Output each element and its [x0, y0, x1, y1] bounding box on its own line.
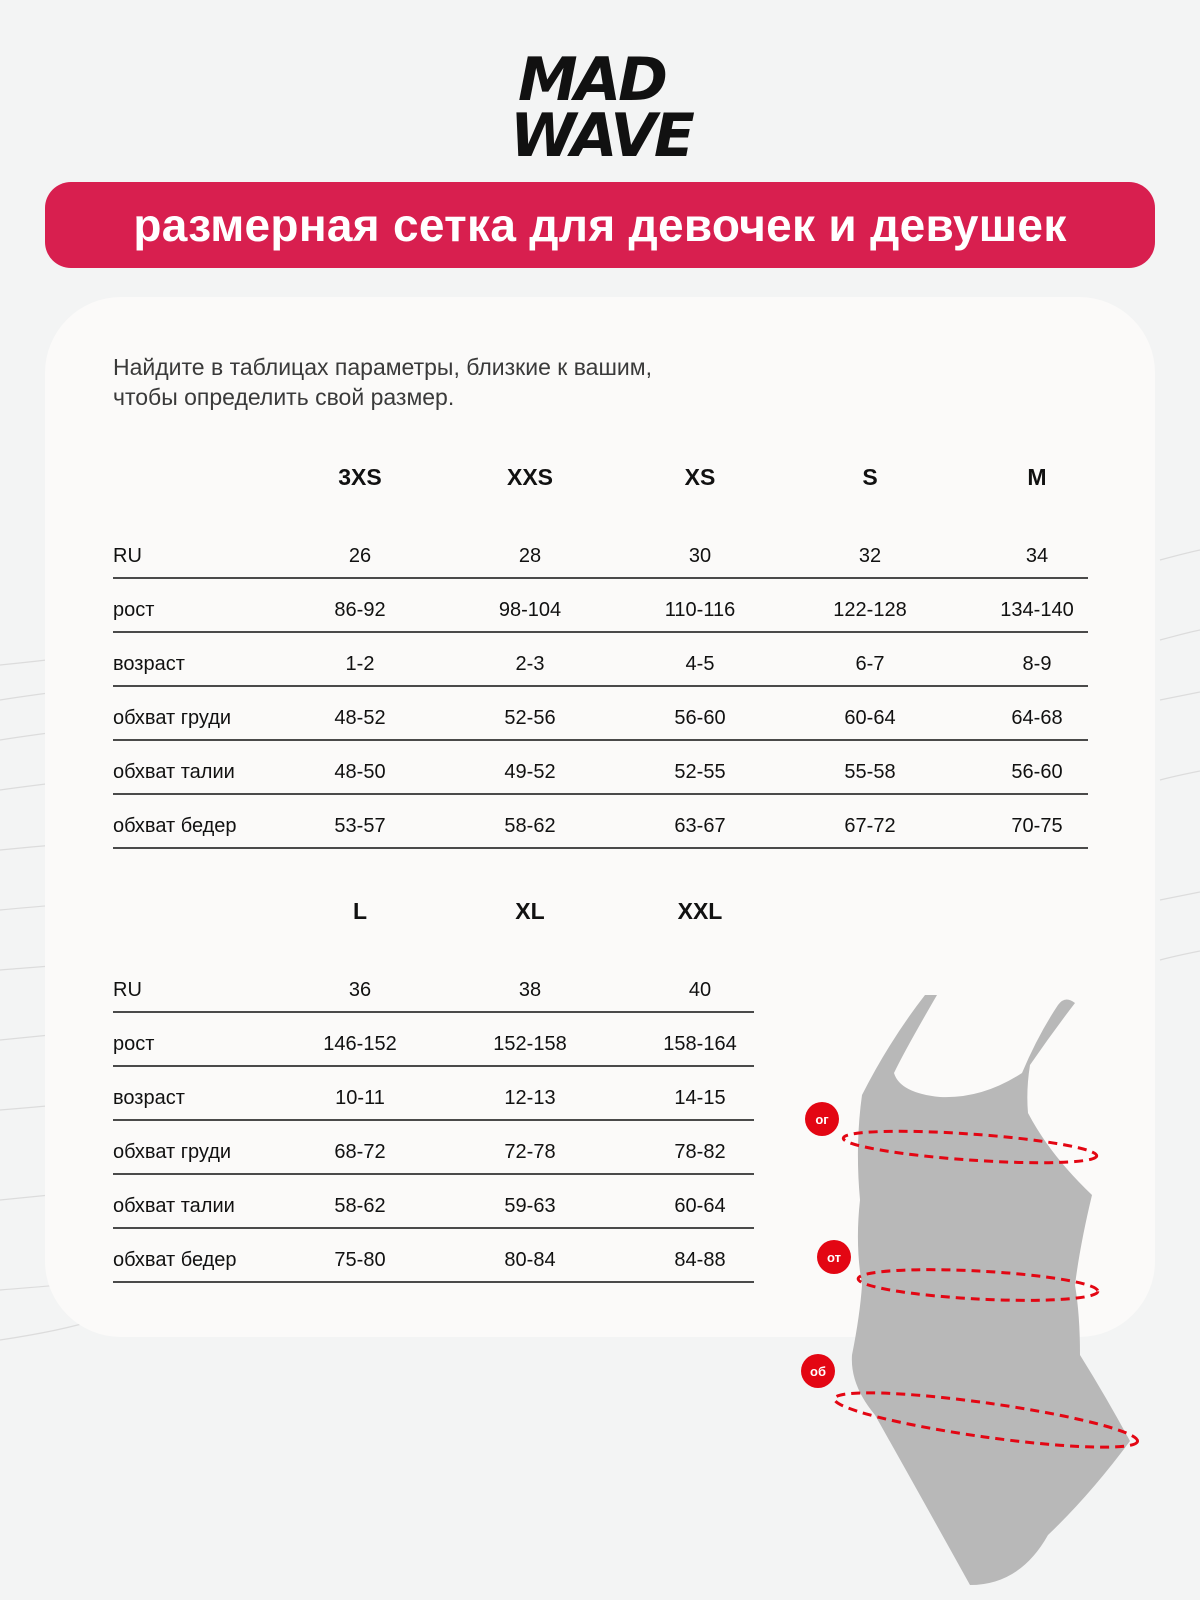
table-cell: 75-80 — [334, 1249, 386, 1271]
table-row — [113, 685, 1088, 741]
swimsuit-measurement-figure — [790, 995, 1170, 1585]
table-cell: 84-88 — [674, 1249, 726, 1271]
table-cell: 122-128 — [833, 599, 907, 621]
table-cell: 60-64 — [844, 707, 896, 729]
waist-badge-label: от — [827, 1250, 841, 1265]
table-cell: 56-60 — [674, 707, 726, 729]
table-cell: 14-15 — [674, 1087, 726, 1109]
table-cell: 10-11 — [335, 1087, 385, 1109]
table-cell: 4-5 — [685, 653, 715, 675]
table-cell: 72-78 — [504, 1141, 556, 1163]
table-cell: 80-84 — [504, 1249, 556, 1271]
table-cell: 38 — [518, 979, 542, 1001]
hip-badge-label: об — [810, 1364, 826, 1379]
row-label: рост — [113, 599, 155, 621]
table-cell: 78-82 — [674, 1141, 726, 1163]
table-cell: 2-3 — [515, 653, 545, 675]
table-cell: 53-57 — [334, 815, 386, 837]
row-label: обхват талии — [113, 761, 235, 783]
table-row — [113, 523, 1088, 579]
table-row — [113, 1011, 754, 1067]
table-cell: 110-116 — [664, 599, 736, 621]
table-cell: 49-52 — [504, 761, 556, 783]
table-cell: 48-50 — [334, 761, 386, 783]
row-label: обхват бедер — [113, 815, 237, 837]
table-cell: 64-68 — [1011, 707, 1063, 729]
table-cell: 58-62 — [334, 1195, 386, 1217]
table-cell: 86-92 — [334, 599, 386, 621]
title-banner — [45, 182, 1155, 268]
table-cell: 146-152 — [323, 1033, 397, 1055]
size-header: XXS — [506, 464, 554, 490]
table-cell: 26 — [348, 545, 372, 567]
row-label: обхват груди — [113, 707, 232, 729]
table-cell: 158-164 — [663, 1033, 737, 1055]
chest-badge — [805, 1102, 839, 1136]
row-label: обхват талии — [113, 1195, 235, 1217]
table-cell: 52-55 — [674, 761, 726, 783]
table-cell: 6-7 — [855, 653, 885, 675]
table-cell: 98-104 — [498, 599, 562, 621]
table-cell: 56-60 — [1011, 761, 1063, 783]
table-cell: 63-67 — [674, 815, 726, 837]
table-row — [113, 793, 1088, 849]
table-cell: 60-64 — [674, 1195, 726, 1217]
table-row — [113, 957, 754, 1013]
table-cell: 40 — [688, 979, 712, 1001]
logo-line-1: MAD — [518, 45, 665, 115]
size-header: 3XS — [338, 464, 382, 490]
row-label: возраст — [113, 653, 185, 675]
table-row — [113, 1065, 754, 1121]
size-header: XS — [684, 464, 716, 490]
table-cell: 30 — [688, 545, 712, 567]
table-cell: 8-9 — [1022, 653, 1052, 675]
table-cell: 59-63 — [504, 1195, 556, 1217]
table-row — [113, 739, 1088, 795]
row-label: обхват бедер — [113, 1249, 237, 1271]
table-cell: 34 — [1025, 545, 1049, 567]
table-cell: 67-72 — [844, 815, 896, 837]
brand-logo — [510, 45, 700, 171]
table-cell: 52-56 — [504, 707, 556, 729]
table-row — [113, 1119, 754, 1175]
table-cell: 134-140 — [1000, 599, 1074, 621]
table-row — [113, 1173, 754, 1229]
row-label: возраст — [113, 1087, 185, 1109]
row-label: RU — [113, 545, 142, 567]
table-cell: 152-158 — [493, 1033, 567, 1055]
table-row — [113, 577, 1088, 633]
table-cell: 32 — [858, 545, 882, 567]
table-row — [113, 1227, 754, 1283]
intro-text — [113, 352, 813, 412]
table-cell: 28 — [518, 545, 542, 567]
swimsuit-shape — [852, 995, 1130, 1585]
table-cell: 1-2 — [345, 653, 375, 675]
table-row — [113, 631, 1088, 687]
intro-line-1: Найдите в таблицах параметры, близкие к вашим, — [113, 354, 652, 380]
row-label: рост — [113, 1033, 155, 1055]
table-cell: 36 — [348, 979, 372, 1001]
page-title: размерная сетка для девочек и девушек — [133, 199, 1067, 251]
table-cell: 68-72 — [334, 1141, 386, 1163]
intro-line-2: чтобы определить свой размер. — [113, 384, 455, 410]
size-header: L — [352, 898, 368, 924]
chest-badge-label: ог — [815, 1112, 829, 1127]
table-cell: 12-13 — [504, 1087, 556, 1109]
table-cell: 70-75 — [1011, 815, 1063, 837]
size-header: M — [1027, 464, 1047, 490]
row-label: обхват груди — [113, 1141, 232, 1163]
size-header: S — [862, 464, 878, 490]
table-cell: 58-62 — [504, 815, 556, 837]
waist-badge — [817, 1240, 851, 1274]
table-cell: 48-52 — [334, 707, 386, 729]
logo-line-2: WAVE — [510, 101, 692, 171]
table-cell: 55-58 — [844, 761, 896, 783]
hip-badge — [801, 1354, 835, 1388]
row-label: RU — [113, 979, 142, 1001]
size-header: XL — [515, 898, 545, 924]
size-header: XXL — [677, 898, 723, 924]
